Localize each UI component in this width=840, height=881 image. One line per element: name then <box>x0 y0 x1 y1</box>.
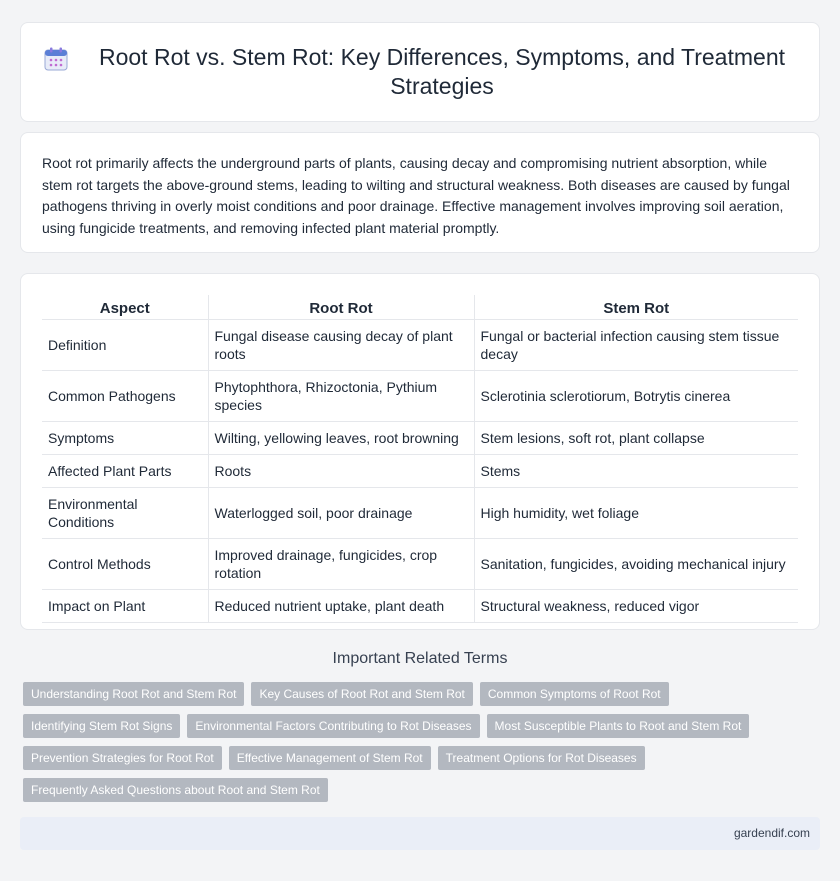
table-row <box>42 454 798 487</box>
related-term-link[interactable]: Prevention Strategies for Root Rot <box>23 746 222 770</box>
related-term-link[interactable]: Understanding Root Rot and Stem Rot <box>23 682 244 706</box>
stem-rot-cell: Fungal or bacterial infection causing stem tissue decay <box>474 319 798 370</box>
root-rot-cell: Phytophthora, Rhizoctonia, Pythium species <box>208 370 474 421</box>
root-rot-cell: Waterlogged soil, poor drainage <box>208 487 474 538</box>
footer <box>20 817 820 850</box>
table-row <box>42 421 798 454</box>
aspect-cell: Control Methods <box>42 538 208 589</box>
column-header-stem-rot: Stem Rot <box>474 295 798 319</box>
table-header-row <box>42 295 798 319</box>
column-header-aspect: Aspect <box>42 295 208 319</box>
root-rot-cell: Improved drainage, fungicides, crop rotation <box>208 538 474 589</box>
table-row <box>42 319 798 370</box>
related-term-link[interactable]: Common Symptoms of Root Rot <box>480 682 669 706</box>
table-row <box>42 589 798 622</box>
aspect-cell: Environmental Conditions <box>42 487 208 538</box>
related-term-link[interactable]: Effective Management of Stem Rot <box>229 746 431 770</box>
stem-rot-cell: Stem lesions, soft rot, plant collapse <box>474 421 798 454</box>
comparison-table <box>42 295 798 623</box>
related-term-link[interactable]: Most Susceptible Plants to Root and Stem Rot <box>487 714 750 738</box>
header-card <box>20 22 820 122</box>
root-rot-cell: Fungal disease causing decay of plant roots <box>208 319 474 370</box>
stem-rot-cell: Sclerotinia sclerotiorum, Botrytis cinerea <box>474 370 798 421</box>
related-term-link[interactable]: Frequently Asked Questions about Root and Stem Rot <box>23 778 328 802</box>
related-term-link[interactable]: Key Causes of Root Rot and Stem Rot <box>251 682 472 706</box>
aspect-cell: Common Pathogens <box>42 370 208 421</box>
stem-rot-cell: Sanitation, fungicides, avoiding mechanical injury <box>474 538 798 589</box>
page-title: Root Rot vs. Stem Rot: Key Differences, Symptoms, and Treatment Strategies <box>98 44 785 99</box>
aspect-cell: Impact on Plant <box>42 589 208 622</box>
root-rot-cell: Reduced nutrient uptake, plant death <box>208 589 474 622</box>
comparison-card <box>20 273 820 630</box>
aspect-cell: Affected Plant Parts <box>42 454 208 487</box>
related-terms-heading: Important Related Terms <box>332 650 508 667</box>
root-rot-cell: Wilting, yellowing leaves, root browning <box>208 421 474 454</box>
intro-card <box>20 132 820 253</box>
footer-site-link[interactable]: gardendif.com <box>733 826 810 840</box>
aspect-cell: Definition <box>42 319 208 370</box>
related-term-link[interactable]: Environmental Factors Contributing to Rot Diseases <box>187 714 479 738</box>
stem-rot-cell: Structural weakness, reduced vigor <box>474 589 798 622</box>
related-terms-list <box>23 682 813 810</box>
table-row <box>42 370 798 421</box>
table-row <box>42 538 798 589</box>
aspect-cell: Symptoms <box>42 421 208 454</box>
calendar-icon <box>43 46 69 72</box>
root-rot-cell: Roots <box>208 454 474 487</box>
stem-rot-cell: Stems <box>474 454 798 487</box>
stem-rot-cell: High humidity, wet foliage <box>474 487 798 538</box>
related-term-link[interactable]: Identifying Stem Rot Signs <box>23 714 180 738</box>
intro-paragraph: Root rot primarily affects the underground parts of plants, causing decay and compromising nutrient absorption, while stem rot targets the above-ground stems, leading to wilting and structural weakness. Both diseases are caused by fungal pathogens thriving in overly moist conditions and poor drainage. Effective management involves improving soil aeration, using fungicide treatments, and removing infected plant material promptly. <box>42 155 790 236</box>
related-term-link[interactable]: Treatment Options for Rot Diseases <box>438 746 645 770</box>
column-header-root-rot: Root Rot <box>208 295 474 319</box>
table-row <box>42 487 798 538</box>
